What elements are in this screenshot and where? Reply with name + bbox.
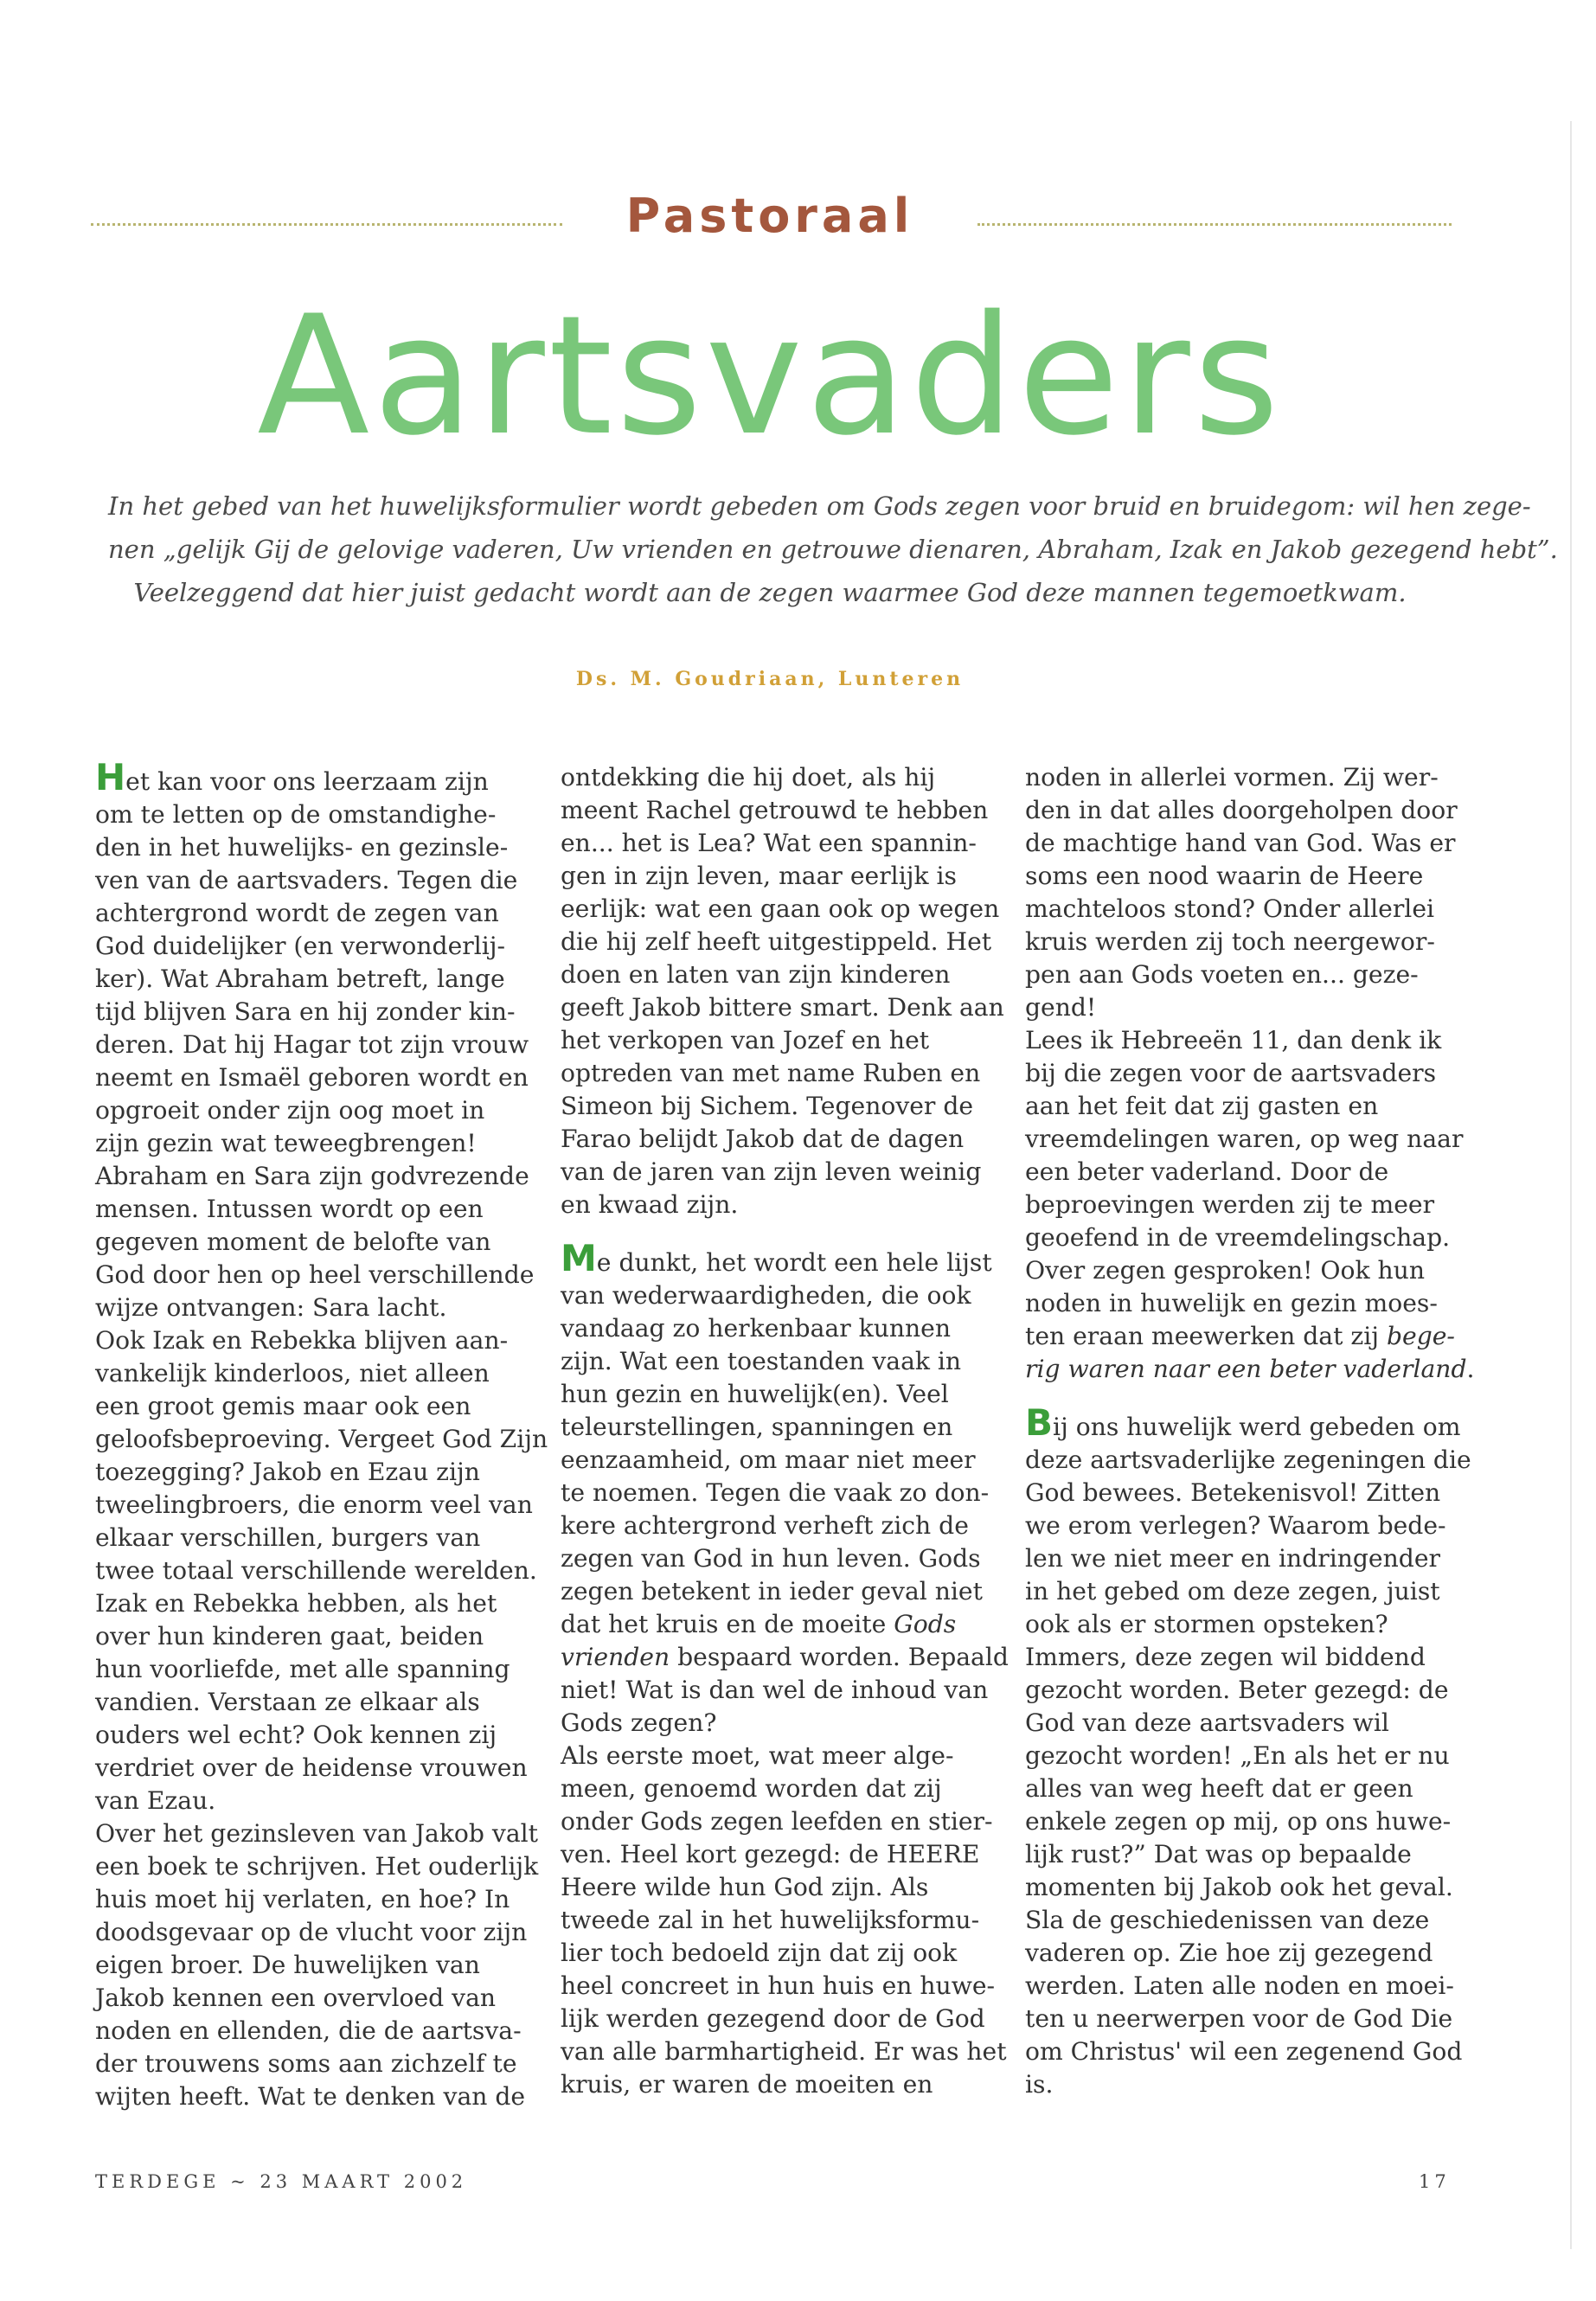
body-line: opgroeit onder zijn oog moet in (95, 1096, 485, 1125)
body-line: tweede zal in het huwelijksformu- (561, 1906, 980, 1934)
body-line: in het gebed om deze zegen, juist (1025, 1577, 1440, 1606)
body-line: aan het feit dat zij gasten en (1025, 1092, 1379, 1120)
body-line: vrienden bespaard worden. Bepaald (561, 1643, 1009, 1671)
body-line: geeft Jakob bittere smart. Denk aan (561, 993, 1004, 1022)
body-line: God door hen op heel verschillende (95, 1260, 535, 1289)
body-line: geloofsbeproeving. Vergeet God Zijn (95, 1425, 548, 1453)
body-line: neemt en Ismaël geboren wordt en (95, 1063, 529, 1092)
body-line: en... het is Lea? Wat een spannin- (561, 829, 977, 857)
body-line: lijk rust?” Dat was op bepaalde (1025, 1840, 1412, 1868)
body-line: elkaar verschillen, burgers van (95, 1523, 481, 1552)
body-line: kruis, er waren de moeiten en (561, 2070, 933, 2099)
body-line: rig waren naar een beter vaderland. (1025, 1355, 1475, 1383)
column-3 (1025, 761, 1475, 2101)
body-line: Over het gezinsleven van Jakob valt (95, 1819, 538, 1848)
body-line: gegeven moment de belofte van (95, 1227, 491, 1256)
body-line: soms een nood waarin de Heere (1025, 862, 1424, 890)
body-line: Heere wilde hun God zijn. Als (561, 1873, 929, 1901)
body-line: Over zegen gesproken! Ook hun (1025, 1256, 1425, 1285)
body-line: dat het kruis en de moeite Gods (561, 1610, 957, 1638)
column-1 (95, 756, 548, 2113)
body-line: Bij ons huwelijk werd gebeden om (1025, 1401, 1461, 1444)
body-line: meent Rachel getrouwd te hebben (561, 796, 989, 824)
body-line: teleurstellingen, spanningen en (561, 1413, 953, 1441)
footer-publication: TERDEGE ~ 23 MAART 2002 (95, 2171, 468, 2192)
body-line: over hun kinderen gaat, beiden (95, 1622, 484, 1650)
body-line: we erom verlegen? Waarom bede- (1025, 1511, 1446, 1540)
body-line: vreemdelingen waren, op weg naar (1025, 1125, 1464, 1153)
body-line: Immers, deze zegen wil biddend (1025, 1643, 1426, 1671)
body-line: werden. Laten alle noden en moei- (1025, 1971, 1454, 2000)
body-line: momenten bij Jakob ook het geval. (1025, 1873, 1453, 1901)
body-line: ook als er stormen opsteken? (1025, 1610, 1388, 1638)
body-line: ven van de aartsvaders. Tegen die (95, 866, 518, 894)
body-line: ten eraan meewerken dat zij bege- (1025, 1322, 1455, 1350)
body-line: mensen. Intussen wordt op een (95, 1195, 484, 1223)
body-line: len we niet meer en indringender (1025, 1544, 1440, 1573)
page-edge (1570, 121, 1572, 2249)
body-line: ontdekking die hij doet, als hij (561, 763, 936, 792)
body-line: der trouwens soms aan zichzelf te (95, 2049, 517, 2078)
drop-cap: M (561, 1237, 597, 1279)
body-line: is. (1025, 2070, 1054, 2099)
body-line: machteloos stond? Onder allerlei (1025, 894, 1435, 923)
body-line: bij die zegen voor de aartsvaders (1025, 1059, 1437, 1087)
body-line: God duidelijker (en verwonderlij- (95, 932, 506, 960)
body-line: lijk werden gezegend door de God (561, 2004, 985, 2033)
body-line: vandien. Verstaan ze elkaar als (95, 1688, 480, 1716)
body-line: een boek te schrijven. Het ouderlijk (95, 1852, 539, 1881)
article-lead (108, 484, 1558, 614)
lead-line: In het gebed van het huwelijksformulier wordt gebeden om Gods zegen voor bruid en bruidegom: wil hen zege- (108, 491, 1531, 521)
body-line: lier toch bedoeld zijn dat zij ook (561, 1939, 958, 1967)
body-line: den in het huwelijks- en gezinsle- (95, 833, 509, 862)
body-line: huis moet hij verlaten, en hoe? In (95, 1885, 510, 1913)
body-line: onder Gods zegen leefden en stier- (561, 1807, 993, 1836)
body-line: de machtige hand van God. Was er (1025, 829, 1456, 857)
body-line: Als eerste moet, wat meer alge- (561, 1741, 954, 1770)
body-line: den in dat alles doorgeholpen door (1025, 796, 1458, 824)
body-line: vaderen op. Zie hoe zij gezegend (1025, 1939, 1433, 1967)
lead-line: Veelzeggend dat hier juist gedacht wordt aan de zegen waarmee God deze mannen tegemoetkwam. (133, 578, 1407, 607)
body-line: tijd blijven Sara en hij zonder kin- (95, 997, 516, 1026)
body-line: vankelijk kinderloos, niet alleen (95, 1359, 490, 1388)
body-line: ten u neerwerpen voor de God Die (1025, 2004, 1453, 2033)
body-line: om te letten op de omstandighe- (95, 800, 497, 829)
body-line: ker). Wat Abraham betreft, lange (95, 965, 505, 993)
body-line: Farao belijdt Jakob dat de dagen (561, 1125, 965, 1153)
body-line: God bewees. Betekenisvol! Zitten (1025, 1478, 1441, 1507)
body-line: niet! Wat is dan wel de inhoud van (561, 1676, 989, 1704)
article-title: Aartsvaders (257, 280, 1283, 471)
body-line: enkele zegen op mij, op ons huwe- (1025, 1807, 1452, 1836)
body-line: gend! (1025, 993, 1097, 1022)
body-line: eerlijk: wat een gaan ook op wegen (561, 894, 1000, 923)
body-line: wijze ontvangen: Sara lacht. (95, 1293, 447, 1322)
body-line: Het kan voor ons leerzaam zijn (95, 756, 489, 798)
body-line: noden in allerlei vormen. Zij wer- (1025, 763, 1439, 792)
body-line: achtergrond wordt de zegen van (95, 899, 499, 927)
body-line: optreden van met name Ruben en (561, 1059, 981, 1087)
body-line: hun voorliefde, met alle spanning (95, 1655, 510, 1683)
body-line: heel concreet in hun huis en huwe- (561, 1971, 996, 2000)
body-line: kere achtergrond verheft zich de (561, 1511, 969, 1540)
body-line: van Ezau. (95, 1786, 216, 1815)
body-line: gen in zijn leven, maar eerlijk is (561, 862, 957, 890)
body-line: twee totaal verschillende werelden. (95, 1556, 537, 1585)
body-line: tweelingbroers, die enorm veel van (95, 1490, 533, 1519)
body-line: van de jaren van zijn leven weinig (561, 1157, 982, 1186)
body-line: wijten heeft. Wat te denken van de (95, 2082, 526, 2111)
body-line: Gods zegen? (561, 1708, 717, 1737)
body-line: die hij zelf heeft uitgestippeld. Het (561, 927, 992, 956)
body-line: een beter vaderland. Door de (1025, 1157, 1389, 1186)
body-line: Me dunkt, het wordt een hele lijst (561, 1237, 992, 1279)
drop-cap: H (95, 756, 126, 798)
body-line: doen en laten van zijn kinderen (561, 960, 951, 989)
body-line: te noemen. Tegen die vaak zo don- (561, 1478, 990, 1507)
body-line: van wederwaardigheden, die ook (561, 1281, 971, 1310)
body-line: zegen betekent in ieder geval niet (561, 1577, 983, 1606)
body-line: Simeon bij Sichem. Tegenover de (561, 1092, 974, 1120)
body-line: geoefend in de vreemdelingschap. (1025, 1223, 1451, 1252)
body-line: Abraham en Sara zijn godvrezende (95, 1162, 529, 1190)
body-line: God van deze aartsvaders wil (1025, 1708, 1389, 1737)
body-line: zijn. Wat een toestanden vaak in (561, 1347, 962, 1375)
body-line: noden in huwelijk en gezin moes- (1025, 1289, 1438, 1317)
body-line: eigen broer. De huwelijken van (95, 1951, 480, 1979)
body-line: gezocht worden! „En als het er nu (1025, 1741, 1450, 1770)
lead-line: nen „gelijk Gij de gelovige vaderen, Uw vrienden en getrouwe dienaren, Abraham, Izak en Jakob gezegend hebt”. (108, 535, 1558, 564)
author-byline: Ds. M. Goudriaan, Lunteren (575, 668, 965, 690)
body-line: deren. Dat hij Hagar tot zijn vrouw (95, 1030, 529, 1059)
drop-cap: B (1025, 1401, 1054, 1444)
body-line: ouders wel echt? Ook kennen zij (95, 1721, 497, 1749)
body-line: hun gezin en huwelijk(en). Veel (561, 1380, 949, 1408)
body-line: van alle barmhartigheid. Er was het (561, 2037, 1007, 2066)
section-label: Pastoraal (625, 189, 914, 243)
body-line: verdriet over de heidense vrouwen (95, 1753, 528, 1782)
body-line: eenzaamheid, om maar niet meer (561, 1445, 976, 1474)
body-line: noden en ellenden, die de aartsva- (95, 2016, 522, 2045)
body-line: gezocht worden. Beter gezegd: de (1025, 1676, 1449, 1704)
body-line: doodsgevaar op de vlucht voor zijn (95, 1918, 528, 1946)
body-line: kruis werden zij toch neergewor- (1025, 927, 1435, 956)
body-line: toezegging? Jakob en Ezau zijn (95, 1458, 480, 1486)
body-line: zijn gezin wat teweegbrengen! (95, 1129, 477, 1157)
body-line: het verkopen van Jozef en het (561, 1026, 930, 1054)
body-line: om Christus' wil een zegenend God (1025, 2037, 1463, 2066)
body-line: Lees ik Hebreeën 11, dan denk ik (1025, 1026, 1442, 1054)
body-line: Jakob kennen een overvloed van (95, 1984, 497, 2012)
body-line: alles van weg heeft dat er geen (1025, 1774, 1413, 1803)
body-line: zegen van God in hun leven. Gods (561, 1544, 981, 1573)
header-rule-right (977, 223, 1452, 226)
body-line: meen, genoemd worden dat zij (561, 1774, 942, 1803)
body-line: een groot gemis maar ook een (95, 1392, 471, 1420)
body-line: deze aartsvaderlijke zegeningen die (1025, 1445, 1471, 1474)
body-line: Sla de geschiedenissen van deze (1025, 1906, 1430, 1934)
body-line: Ook Izak en Rebekka blijven aan- (95, 1326, 509, 1355)
body-line: beproevingen werden zij te meer (1025, 1190, 1435, 1219)
column-2 (561, 761, 1009, 2101)
body-line: vandaag zo herkenbaar kunnen (561, 1314, 952, 1343)
page-number: 17 (1419, 2171, 1451, 2192)
body-line: pen aan Gods voeten en... geze- (1025, 960, 1419, 989)
body-line: ven. Heel kort gezegd: de HEERE (561, 1840, 980, 1868)
body-line: en kwaad zijn. (561, 1190, 739, 1219)
body-line: Izak en Rebekka hebben, als het (95, 1589, 497, 1618)
